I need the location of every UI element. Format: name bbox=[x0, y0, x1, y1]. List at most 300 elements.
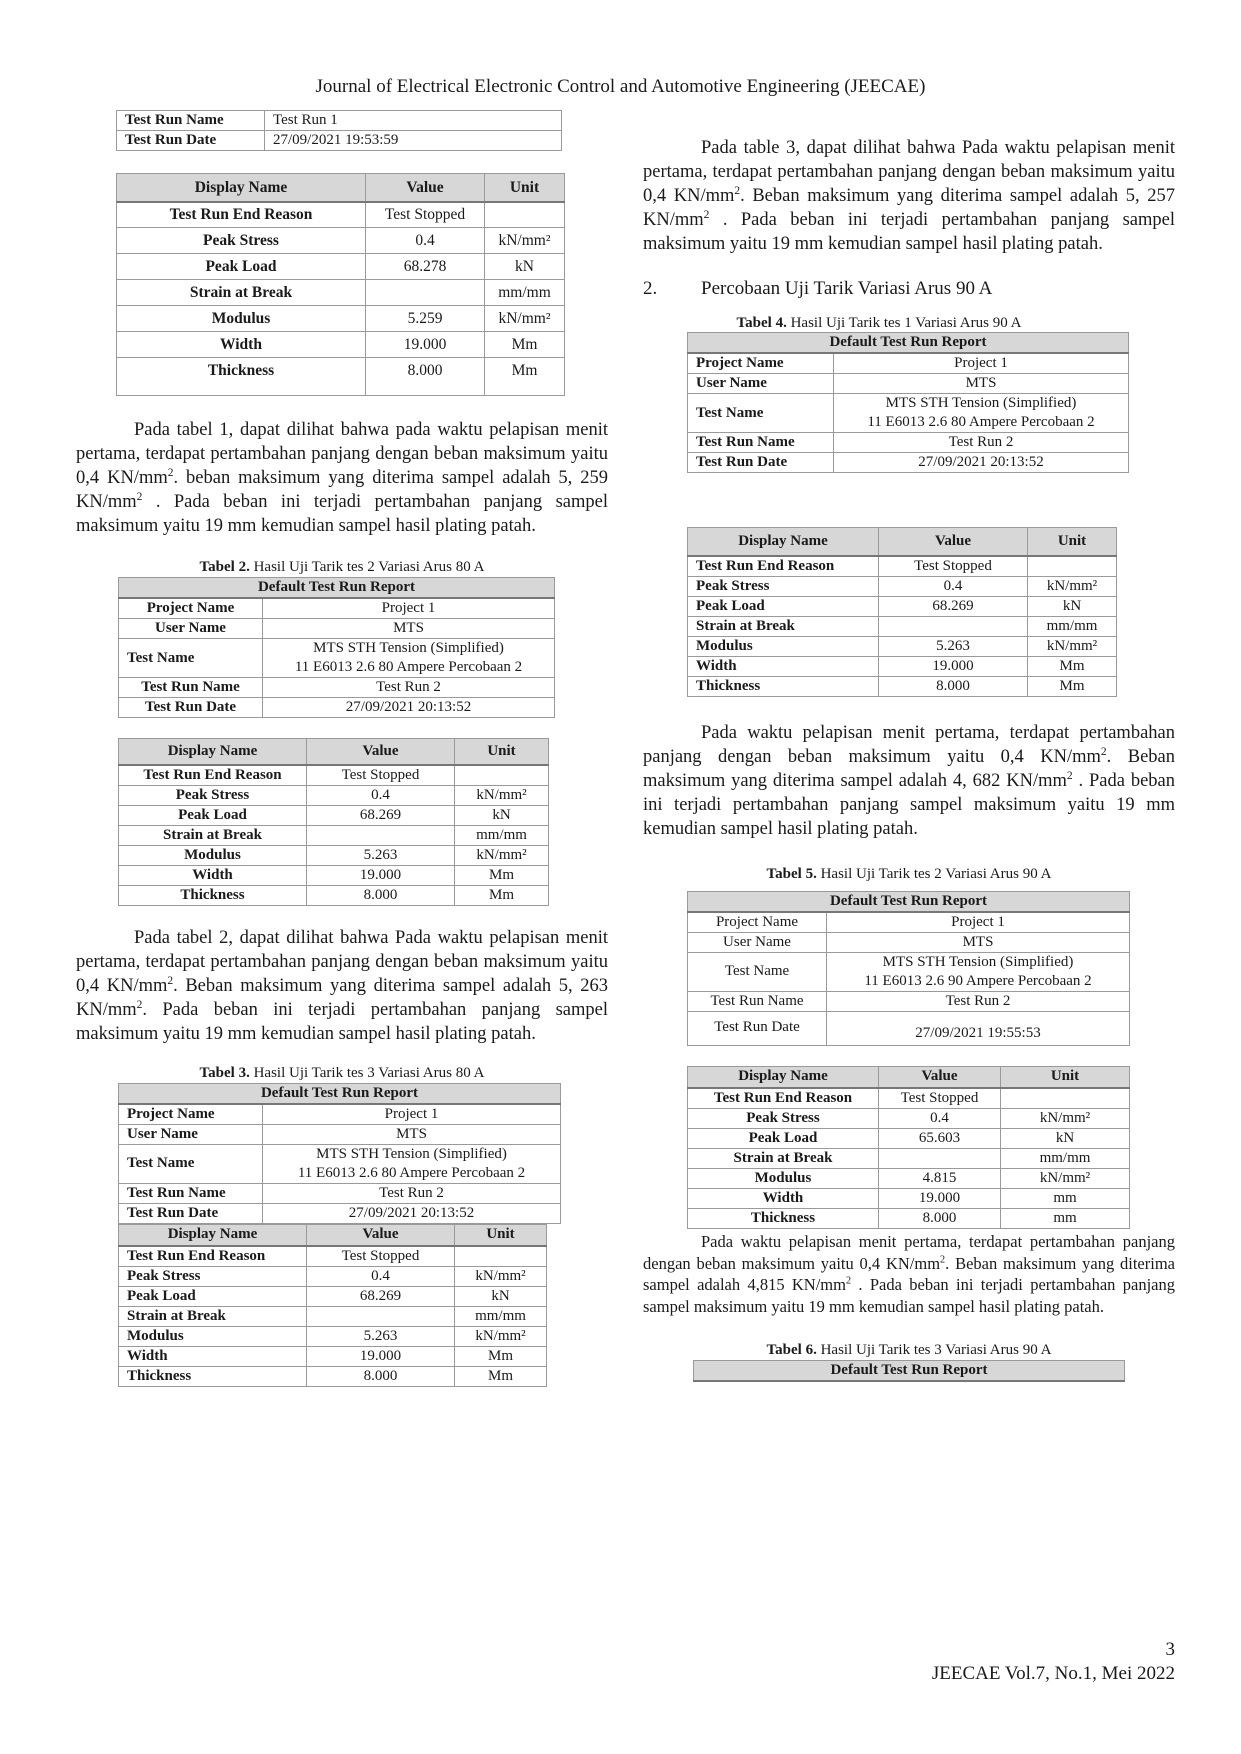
table-cell: Test Run End Reason bbox=[688, 1088, 879, 1109]
table-row bbox=[119, 1183, 561, 1203]
report-title: Default Test Run Report bbox=[688, 333, 1129, 354]
cell-line: MTS STH Tension (Simplified) bbox=[316, 1145, 507, 1162]
table-cell: Mm bbox=[455, 1347, 547, 1367]
paragraph-3 bbox=[643, 136, 1175, 256]
table-row bbox=[117, 306, 565, 332]
text-run: . Pada beban ini terjadi pertambahan panjang sampel maksimum yaitu 19 mm kemudian sampel hasil plating patah. bbox=[643, 770, 1176, 839]
table-cell: 65.603 bbox=[879, 1129, 1001, 1149]
table-cell bbox=[827, 952, 1130, 991]
report-title: Default Test Run Report bbox=[688, 891, 1130, 912]
table-cell: kN bbox=[485, 254, 565, 280]
text-run: Pada table 3, dapat dilihat bahwa Pada waktu pelapisan menit pertama, terdapat pertambahan panjang dengan beban maksimum yaitu 0,4 KN/mm bbox=[643, 138, 1175, 206]
table-cell: Test Run End Reason bbox=[119, 765, 307, 786]
table-cell: kN/mm² bbox=[455, 1267, 547, 1287]
table-cell: MTS bbox=[827, 932, 1130, 952]
table-cell: Test Name bbox=[688, 394, 834, 433]
table-row bbox=[119, 619, 555, 639]
table-cell: Test Stopped bbox=[879, 1088, 1001, 1109]
table-cell: User Name bbox=[119, 619, 263, 639]
table-cell: 27/09/2021 19:53:59 bbox=[265, 131, 562, 151]
table-cell bbox=[307, 1307, 455, 1327]
table-cell: Test Run 1 bbox=[265, 111, 562, 131]
table-cell: mm bbox=[1001, 1209, 1130, 1229]
results-table-5 bbox=[687, 1066, 1130, 1230]
table-cell: MTS bbox=[263, 619, 555, 639]
table-cell: 0.4 bbox=[879, 576, 1028, 596]
left-column bbox=[76, 108, 608, 1387]
table-cell: Test Run Date bbox=[688, 453, 834, 473]
table-row bbox=[688, 952, 1130, 991]
text-run: . Beban maksimum yang diterima sampel adalah 5, 257 KN/mm bbox=[643, 186, 1175, 230]
table-row bbox=[688, 1088, 1130, 1109]
table-cell: Test Run Date bbox=[119, 1203, 263, 1223]
table-cell: mm/mm bbox=[455, 1307, 547, 1327]
table-cell: mm/mm bbox=[485, 280, 565, 306]
table-cell: Modulus bbox=[688, 1169, 879, 1189]
table-row bbox=[688, 991, 1130, 1011]
table-cell: Project Name bbox=[119, 598, 263, 619]
table-cell bbox=[1028, 556, 1117, 577]
table-header-row bbox=[688, 1066, 1130, 1088]
report-table-3 bbox=[118, 1083, 561, 1224]
superscript: 2 bbox=[136, 998, 143, 1011]
table-cell bbox=[879, 1149, 1001, 1169]
table-cell: 27/09/2021 20:13:52 bbox=[263, 698, 555, 718]
table-header-row bbox=[117, 174, 565, 202]
table-cell: mm bbox=[1001, 1189, 1130, 1209]
table-cell: Strain at Break bbox=[119, 825, 307, 845]
superscript: 2 bbox=[1100, 745, 1107, 758]
table-row bbox=[688, 1169, 1130, 1189]
caption-text: Hasil Uji Tarik tes 1 Variasi Arus 90 A bbox=[786, 315, 1022, 331]
table-cell: Peak Load bbox=[688, 1129, 879, 1149]
text-run: . Beban maksimum yang diterima sampel adalah 5, 263 KN/mm bbox=[76, 975, 608, 1020]
table-cell: Project 1 bbox=[834, 353, 1129, 374]
text-run: Pada tabel 1, dapat dilihat bahwa pada waktu pelapisan menit pertama, terdapat pertambahan panjang dengan beban maksimum yaitu 0,4 KN/mm bbox=[76, 420, 608, 488]
table-row bbox=[119, 1327, 547, 1347]
cell-line: 11 E6013 2.6 80 Ampere Percobaan 2 bbox=[294, 659, 523, 675]
caption-text: Hasil Uji Tarik tes 2 Variasi Arus 90 A bbox=[816, 865, 1052, 882]
table-cell: Test Run 2 bbox=[834, 433, 1129, 453]
table-cell: Test Name bbox=[119, 1144, 263, 1183]
table-cell: Test Stopped bbox=[307, 765, 455, 786]
column-header: Value bbox=[879, 528, 1028, 556]
table-cell: 0.4 bbox=[307, 1267, 455, 1287]
table-cell: Thickness bbox=[688, 676, 879, 696]
table-row bbox=[688, 1129, 1130, 1149]
section-heading-2 bbox=[643, 278, 1175, 300]
table-row bbox=[117, 131, 562, 151]
report-table-2 bbox=[118, 577, 555, 718]
top-run-table bbox=[116, 110, 562, 151]
table-cell: Peak Stress bbox=[117, 228, 366, 254]
column-header: Display Name bbox=[117, 174, 366, 202]
caption-table-4 bbox=[583, 314, 1175, 332]
table-cell: Test Name bbox=[688, 952, 827, 991]
cell-line: MTS STH Tension (Simplified) bbox=[885, 395, 1077, 411]
report-table-5 bbox=[687, 891, 1130, 1046]
table-row bbox=[119, 678, 555, 698]
table-header-row bbox=[119, 578, 555, 599]
table-row bbox=[119, 1104, 561, 1125]
table-cell: 27/09/2021 19:55:53 bbox=[827, 1011, 1130, 1045]
table-cell: Peak Stress bbox=[688, 576, 879, 596]
table-cell bbox=[263, 639, 555, 678]
table-cell: Peak Stress bbox=[119, 1267, 307, 1287]
table-cell: kN/mm² bbox=[485, 306, 565, 332]
table-header-row bbox=[119, 739, 549, 765]
caption-label: Tabel 4. bbox=[736, 315, 787, 331]
table-row bbox=[119, 1203, 561, 1223]
superscript: 2 bbox=[734, 184, 741, 197]
column-header: Value bbox=[307, 739, 455, 765]
table-cell: kN bbox=[455, 805, 549, 825]
table-cell bbox=[834, 394, 1129, 433]
table-row bbox=[119, 865, 549, 885]
table-header-row bbox=[119, 1224, 547, 1246]
table-cell: Thickness bbox=[688, 1209, 879, 1229]
caption-text: Hasil Uji Tarik tes 3 Variasi Arus 90 A bbox=[816, 1342, 1052, 1358]
table-row bbox=[688, 1189, 1130, 1209]
table-cell: Thickness bbox=[117, 358, 366, 396]
caption-label: Tabel 6. bbox=[766, 1342, 817, 1358]
table-row bbox=[688, 576, 1117, 596]
report-table-6 bbox=[693, 1360, 1125, 1382]
table-cell: Peak Load bbox=[117, 254, 366, 280]
report-table-4 bbox=[687, 332, 1129, 473]
table-row bbox=[119, 698, 555, 718]
table-row bbox=[117, 332, 565, 358]
table-cell: Test Run Date bbox=[119, 698, 263, 718]
table-cell bbox=[879, 616, 1028, 636]
table-row bbox=[119, 1347, 547, 1367]
table-row bbox=[119, 598, 555, 619]
superscript: 2 bbox=[167, 974, 174, 987]
table-cell: Modulus bbox=[119, 1327, 307, 1347]
table-row bbox=[688, 636, 1117, 656]
table-cell: Test Run End Reason bbox=[119, 1246, 307, 1267]
table-cell: Strain at Break bbox=[117, 280, 366, 306]
paragraph-1 bbox=[76, 418, 608, 538]
table-cell: Strain at Break bbox=[688, 616, 879, 636]
table-cell: MTS bbox=[834, 374, 1129, 394]
table-row bbox=[117, 254, 565, 280]
table-header-row bbox=[694, 1361, 1125, 1382]
journal-header: Journal of Electrical Electronic Control and Automotive Engineering (JEECAE) bbox=[315, 76, 926, 97]
text-run: Pada tabel 2, dapat dilihat bahwa Pada waktu pelapisan menit pertama, terdapat pertambahan panjang dengan beban maksimum yaitu 0,4 KN/mm bbox=[76, 927, 608, 996]
report-title: Default Test Run Report bbox=[694, 1361, 1125, 1382]
table-row bbox=[119, 845, 549, 865]
table-row bbox=[119, 1307, 547, 1327]
column-header: Unit bbox=[485, 174, 565, 202]
caption-text: Hasil Uji Tarik tes 3 Variasi Arus 80 A bbox=[249, 1064, 485, 1081]
table-cell bbox=[485, 202, 565, 228]
table-row bbox=[688, 453, 1129, 473]
journal-issue: JEECAE Vol.7, No.1, Mei 2022 bbox=[931, 1663, 1175, 1684]
table-cell: mm/mm bbox=[455, 825, 549, 845]
table-row bbox=[119, 639, 555, 678]
table-row bbox=[688, 433, 1129, 453]
table-row bbox=[688, 656, 1117, 676]
text-run: . Pada beban ini terjadi pertambahan panjang sampel maksimum yaitu 19 mm kemudian sampel hasil plating patah. bbox=[643, 1275, 1175, 1316]
section-number: 2. bbox=[643, 278, 658, 299]
table-cell: Peak Stress bbox=[688, 1109, 879, 1129]
results-table-3 bbox=[118, 1224, 547, 1388]
table-row bbox=[688, 676, 1117, 696]
table-row bbox=[688, 912, 1130, 933]
cell-line: 11 E6013 2.6 90 Ampere Percobaan 2 bbox=[864, 972, 1092, 989]
table-row bbox=[119, 1246, 547, 1267]
table-cell: Test Run 2 bbox=[263, 1183, 561, 1203]
caption-label: Tabel 3. bbox=[199, 1064, 250, 1081]
column-header: Value bbox=[879, 1066, 1001, 1088]
column-header: Unit bbox=[1028, 528, 1117, 556]
table-cell: Test Stopped bbox=[307, 1246, 455, 1267]
text-run: . Beban maksimum yang diterima sampel adalah 4, 682 KN/mm bbox=[643, 746, 1175, 791]
table-cell: Peak Stress bbox=[119, 785, 307, 805]
table-row bbox=[688, 932, 1130, 952]
table-cell: Peak Load bbox=[119, 1287, 307, 1307]
table-row bbox=[119, 1287, 547, 1307]
table-cell: kN/mm² bbox=[485, 228, 565, 254]
table-cell: 19.000 bbox=[307, 865, 455, 885]
table-cell: 19.000 bbox=[307, 1347, 455, 1367]
table-cell: Thickness bbox=[119, 1367, 307, 1387]
table-cell: 68.269 bbox=[879, 596, 1028, 616]
column-header: Value bbox=[307, 1224, 455, 1246]
table-cell: Width bbox=[117, 332, 366, 358]
table-cell bbox=[455, 1246, 547, 1267]
table-cell: Mm bbox=[455, 885, 549, 905]
text-run: . Beban maksimum yang diterima sampel adalah 4,815 KN/mm bbox=[643, 1253, 1175, 1294]
table-cell: 0.4 bbox=[307, 785, 455, 805]
table-cell: 5.263 bbox=[307, 1327, 455, 1347]
column-header: Display Name bbox=[119, 1224, 307, 1246]
table-row bbox=[119, 1267, 547, 1287]
column-header: Display Name bbox=[688, 1066, 879, 1088]
table-row bbox=[119, 1144, 561, 1183]
superscript: 2 bbox=[1066, 769, 1073, 782]
column-header: Display Name bbox=[688, 528, 879, 556]
table-row bbox=[688, 374, 1129, 394]
table-cell: Width bbox=[119, 865, 307, 885]
table-cell: Peak Load bbox=[119, 805, 307, 825]
table-cell: Test Run Name bbox=[688, 433, 834, 453]
text-run: . Pada beban ini terjadi pertambahan panjang sampel maksimum yaitu 19 mm kemudian sampel hasil plating patah. bbox=[76, 492, 608, 536]
page-footer bbox=[932, 1638, 1175, 1686]
table-cell: Mm bbox=[485, 332, 565, 358]
report-title: Default Test Run Report bbox=[119, 1083, 561, 1104]
text-run: . Pada beban ini terjadi pertambahan panjang sampel maksimum yaitu 19 mm kemudian sampel hasil plating patah. bbox=[76, 999, 608, 1044]
table-cell bbox=[307, 825, 455, 845]
table-row bbox=[688, 1109, 1130, 1129]
report-title: Default Test Run Report bbox=[119, 578, 555, 599]
table-cell: Test Run 2 bbox=[263, 678, 555, 698]
cell-line: 11 E6013 2.6 80 Ampere Percobaan 2 bbox=[867, 414, 1095, 430]
superscript: 2 bbox=[940, 1254, 946, 1265]
section-title: Percobaan Uji Tarik Variasi Arus 90 A bbox=[701, 278, 993, 299]
table-cell: 0.4 bbox=[366, 228, 485, 254]
table-cell: 5.263 bbox=[307, 845, 455, 865]
table-cell: 19.000 bbox=[879, 1189, 1001, 1209]
table-cell: Test Run Date bbox=[117, 131, 265, 151]
table-cell: 4.815 bbox=[879, 1169, 1001, 1189]
table-cell: Test Run Date bbox=[688, 1011, 827, 1045]
table-row bbox=[688, 394, 1129, 433]
table-cell: Test Name bbox=[119, 639, 263, 678]
table-row bbox=[119, 765, 549, 786]
paragraph-5 bbox=[643, 1231, 1175, 1317]
table-cell: mm/mm bbox=[1028, 616, 1117, 636]
page-number: 3 bbox=[1165, 1639, 1175, 1660]
table-cell: Modulus bbox=[688, 636, 879, 656]
table-cell: 8.000 bbox=[879, 676, 1028, 696]
table-cell: 0.4 bbox=[879, 1109, 1001, 1129]
table-row bbox=[688, 1149, 1130, 1169]
caption-text: Hasil Uji Tarik tes 2 Variasi Arus 80 A bbox=[249, 559, 485, 575]
table-cell: 8.000 bbox=[879, 1209, 1001, 1229]
table-row bbox=[117, 111, 562, 131]
text-run: . Pada beban ini terjadi pertambahan panjang sampel maksimum yaitu 19 mm kemudian sampel hasil plating patah. bbox=[643, 210, 1175, 254]
table-row bbox=[688, 556, 1117, 577]
superscript: 2 bbox=[167, 466, 174, 479]
table-cell bbox=[1001, 1088, 1130, 1109]
results-table-1 bbox=[116, 173, 565, 396]
column-header: Unit bbox=[1001, 1066, 1130, 1088]
table-cell: User Name bbox=[688, 932, 827, 952]
table-row bbox=[119, 1124, 561, 1144]
cell-line: MTS STH Tension (Simplified) bbox=[313, 640, 504, 656]
table-cell: Test Stopped bbox=[879, 556, 1028, 577]
superscript: 2 bbox=[136, 490, 143, 503]
paragraph-4 bbox=[643, 721, 1175, 841]
table-cell: Mm bbox=[1028, 676, 1117, 696]
table-cell: Test Run End Reason bbox=[688, 556, 879, 577]
table-cell: kN/mm² bbox=[455, 785, 549, 805]
table-cell: Project 1 bbox=[263, 1104, 561, 1125]
table-cell: Peak Load bbox=[688, 596, 879, 616]
cell-line: 11 E6013 2.6 80 Ampere Percobaan 2 bbox=[297, 1164, 526, 1181]
table-cell: Modulus bbox=[117, 306, 366, 332]
column-header: Display Name bbox=[119, 739, 307, 765]
table-header-row bbox=[688, 333, 1129, 354]
table-cell: kN/mm² bbox=[1001, 1109, 1130, 1129]
table-cell: User Name bbox=[119, 1124, 263, 1144]
table-row bbox=[688, 1011, 1130, 1045]
table-cell: kN bbox=[1028, 596, 1117, 616]
table-cell: 19.000 bbox=[366, 332, 485, 358]
table-cell: Project Name bbox=[688, 912, 827, 933]
table-cell: Width bbox=[119, 1347, 307, 1367]
table-cell: kN/mm² bbox=[1028, 636, 1117, 656]
table-cell: Test Run Name bbox=[119, 678, 263, 698]
table-cell: 27/09/2021 20:13:52 bbox=[263, 1203, 561, 1223]
table-row bbox=[119, 785, 549, 805]
caption-label: Tabel 5. bbox=[766, 865, 817, 882]
column-header: Unit bbox=[455, 739, 549, 765]
table-cell: Width bbox=[688, 656, 879, 676]
table-cell: mm/mm bbox=[1001, 1149, 1130, 1169]
table-cell: kN/mm² bbox=[455, 1327, 547, 1347]
text-run: Pada waktu pelapisan menit pertama, terdapat pertambahan panjang dengan beban maksimum yaitu 0,4 KN/mm bbox=[643, 722, 1175, 767]
table-cell: MTS bbox=[263, 1124, 561, 1144]
table-cell: 8.000 bbox=[307, 885, 455, 905]
table-cell: kN/mm² bbox=[1028, 576, 1117, 596]
table-cell: 8.000 bbox=[366, 358, 485, 396]
table-cell: 68.278 bbox=[366, 254, 485, 280]
table-row bbox=[119, 1367, 547, 1387]
superscript: 2 bbox=[703, 208, 710, 221]
caption-table-3 bbox=[76, 1064, 608, 1082]
table-row bbox=[119, 885, 549, 905]
caption-table-6 bbox=[643, 1341, 1175, 1359]
table-header-row bbox=[119, 1083, 561, 1104]
results-table-4 bbox=[687, 527, 1117, 697]
caption-label: Tabel 2. bbox=[199, 559, 250, 575]
caption-table-5 bbox=[643, 865, 1175, 883]
table-cell: Width bbox=[688, 1189, 879, 1209]
paragraph-2 bbox=[76, 926, 608, 1046]
table-row bbox=[117, 228, 565, 254]
right-column bbox=[643, 108, 1175, 1382]
table-cell: 68.269 bbox=[307, 805, 455, 825]
table-row bbox=[117, 358, 565, 396]
column-header: Value bbox=[366, 174, 485, 202]
table-row bbox=[688, 616, 1117, 636]
table-cell: Test Run End Reason bbox=[117, 202, 366, 228]
caption-table-2 bbox=[76, 558, 608, 576]
table-cell: Test Stopped bbox=[366, 202, 485, 228]
table-cell: Test Run 2 bbox=[827, 991, 1130, 1011]
table-row bbox=[119, 825, 549, 845]
table-cell: Mm bbox=[485, 358, 565, 396]
cell-line: MTS STH Tension (Simplified) bbox=[882, 953, 1074, 970]
table-header-row bbox=[688, 528, 1117, 556]
table-cell: Project Name bbox=[119, 1104, 263, 1125]
table-cell: 8.000 bbox=[307, 1367, 455, 1387]
table-header-row bbox=[688, 891, 1130, 912]
table-row bbox=[119, 805, 549, 825]
table-cell: kN/mm² bbox=[1001, 1169, 1130, 1189]
table-cell: Project 1 bbox=[827, 912, 1130, 933]
table-cell: Mm bbox=[1028, 656, 1117, 676]
table-cell: Test Run Name bbox=[688, 991, 827, 1011]
table-cell: Modulus bbox=[119, 845, 307, 865]
table-cell bbox=[366, 280, 485, 306]
table-cell: 5.263 bbox=[879, 636, 1028, 656]
table-cell: kN/mm² bbox=[455, 845, 549, 865]
table-cell: Project 1 bbox=[263, 598, 555, 619]
column-header: Unit bbox=[455, 1224, 547, 1246]
table-cell bbox=[263, 1144, 561, 1183]
table-row bbox=[117, 202, 565, 228]
table-cell: Test Run Name bbox=[119, 1183, 263, 1203]
table-cell: Mm bbox=[455, 865, 549, 885]
table-cell bbox=[455, 765, 549, 786]
table-cell: 5.259 bbox=[366, 306, 485, 332]
results-table-2 bbox=[118, 738, 549, 906]
text-run: . beban maksimum yang diterima sampel adalah 5, 259 KN/mm bbox=[76, 468, 608, 512]
table-cell: Thickness bbox=[119, 885, 307, 905]
table-row bbox=[117, 280, 565, 306]
table-cell: 68.269 bbox=[307, 1287, 455, 1307]
table-row bbox=[688, 353, 1129, 374]
table-cell: kN bbox=[455, 1287, 547, 1307]
table-cell: kN bbox=[1001, 1129, 1130, 1149]
table-cell: User Name bbox=[688, 374, 834, 394]
table-cell: Test Run Name bbox=[117, 111, 265, 131]
table-cell: Strain at Break bbox=[119, 1307, 307, 1327]
